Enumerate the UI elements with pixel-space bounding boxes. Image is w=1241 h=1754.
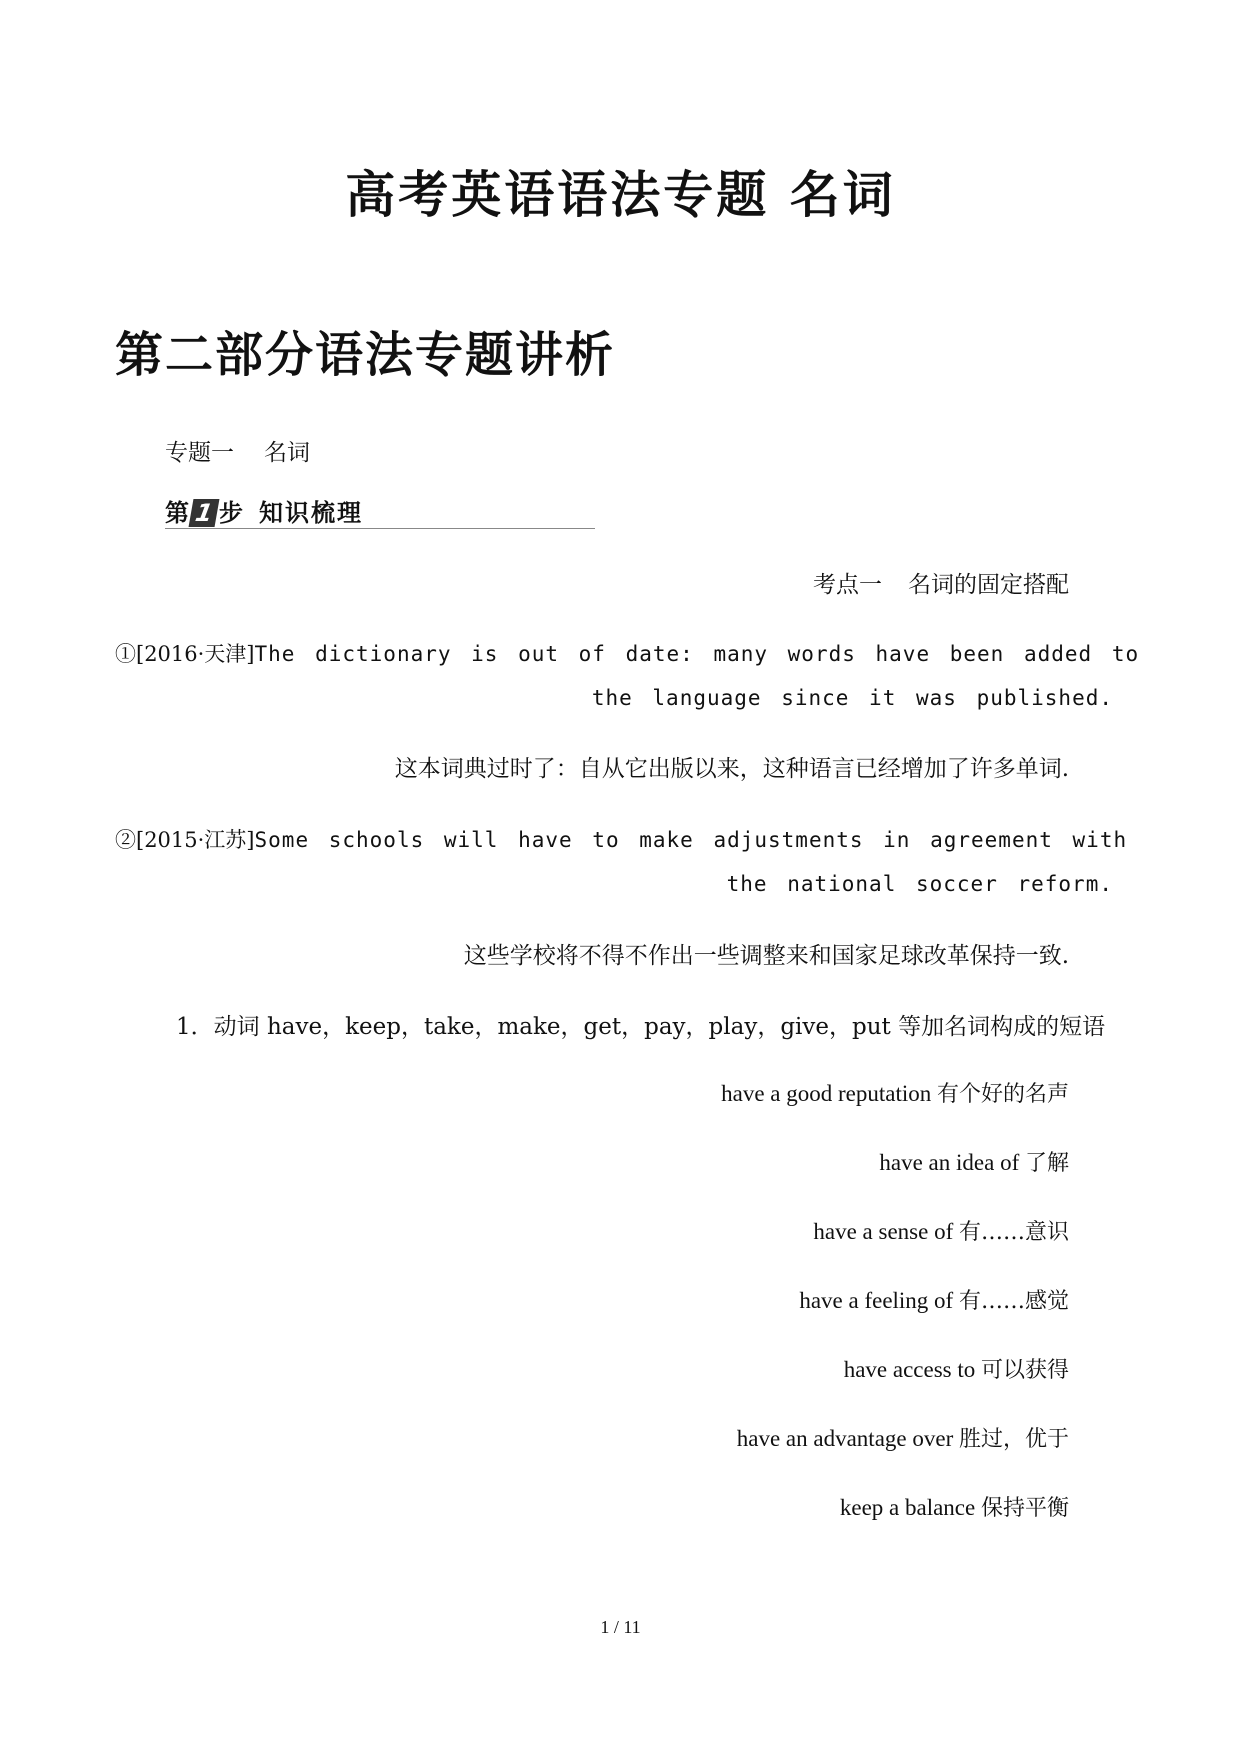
example-source: [2016·天津] (136, 642, 255, 666)
example-source: [2015·江苏] (136, 828, 255, 852)
phrase-zh: 可以获得 (980, 1358, 1069, 1383)
example-marker: ② (115, 828, 136, 852)
step-banner (165, 497, 595, 532)
phrase-item (799, 1284, 1069, 1315)
phrase-en: keep a balance (839, 1495, 976, 1520)
phrase-item (844, 1353, 1069, 1384)
kaodian-name: 名词的固定搭配 (908, 572, 1069, 598)
topic-label: 专题一 (165, 440, 234, 466)
phrase-en: have a good reputation (721, 1081, 932, 1106)
kaodian-heading (813, 566, 1069, 599)
phrase-item (721, 1077, 1069, 1108)
step-number: 1 (189, 499, 220, 527)
phrase-item (879, 1146, 1069, 1177)
phrase-zh: 保持平衡 (980, 1496, 1069, 1521)
phrase-zh: 了解 (1024, 1151, 1069, 1176)
example-marker: ① (115, 642, 136, 666)
phrase-zh: 胜过，优于 (958, 1427, 1069, 1452)
example-english: The dictionary is out of date: many words have been added to (254, 642, 1140, 666)
example-2-line1 (115, 824, 1127, 854)
phrase-item (840, 1491, 1069, 1522)
example-2-line2: the national soccer reform. (726, 872, 1113, 896)
phrase-zh: 有个好的名声 (936, 1082, 1069, 1107)
page-number: 1 / 11 (600, 1617, 641, 1637)
phrase-en: have a feeling of (799, 1288, 954, 1313)
example-english: Some schools will have to make adjustments in agreement with (254, 828, 1128, 852)
step-label: 知识梳理 (259, 499, 363, 527)
example-1-line1 (115, 638, 1139, 668)
section-heading: 1．动词 have，keep，take，make，get，pay，play，give，put 等加名词构成的短语 (176, 1014, 1106, 1040)
topic-name: 名词 (264, 440, 310, 466)
part-title: 第二部分语法专题讲析 (115, 327, 616, 383)
example-2-translation: 这些学校将不得不作出一些调整来和国家足球改革保持一致. (463, 943, 1069, 969)
phrase-en: have a sense of (813, 1219, 954, 1244)
phrase-item (813, 1215, 1069, 1246)
phrase-en: have an advantage over (736, 1426, 954, 1451)
document-title: 高考英语语法专题 名词 (345, 166, 896, 224)
step-suffix: 步 (219, 499, 243, 527)
phrase-en: have access to (843, 1357, 976, 1382)
step-prefix: 第 (165, 499, 189, 527)
example-1-line2: the language since it was published. (591, 686, 1113, 710)
phrase-zh: 有……意识 (958, 1220, 1069, 1245)
phrase-en: have an idea of (879, 1150, 1020, 1175)
phrase-item (737, 1422, 1069, 1453)
phrase-zh: 有……感觉 (958, 1289, 1069, 1314)
kaodian-label: 考点一 (813, 572, 882, 598)
topic-line (165, 434, 310, 467)
example-1-translation: 这本词典过时了：自从它出版以来，这种语言已经增加了许多单词. (394, 756, 1069, 782)
